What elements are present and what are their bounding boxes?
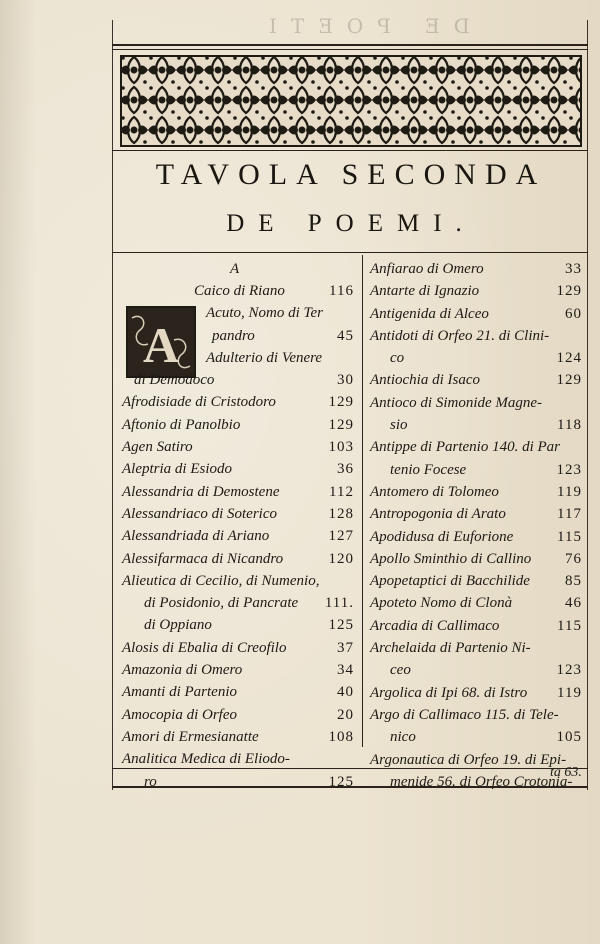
- index-entry: [122, 503, 354, 525]
- entry-title: tenio Focese: [390, 461, 467, 478]
- index-entry: [122, 325, 354, 347]
- entry-page-number: 128: [328, 505, 354, 522]
- entry-title: Afrodisiade di Cristodoro: [122, 394, 276, 411]
- entry-page-number: 125: [328, 773, 354, 790]
- entry-page-number: 123: [556, 461, 582, 478]
- headpiece-rule: [112, 150, 588, 151]
- bottom-rule-thick: [112, 786, 588, 788]
- index-entry: [370, 503, 582, 525]
- entry-page-number: 118: [557, 417, 582, 434]
- column-divider: [362, 255, 363, 747]
- entry-title: Antidoti di Orfeo 21. di Clini-: [370, 327, 550, 344]
- index-entry: [370, 682, 582, 704]
- top-rule: [112, 44, 588, 46]
- entry-page-number: 46: [565, 595, 582, 612]
- entry-page-number: 119: [557, 483, 582, 500]
- table-top-rule: [112, 252, 588, 253]
- entry-title: Amocopia di Orfeo: [122, 706, 237, 723]
- entry-page-number: 108: [328, 728, 354, 745]
- index-entry: [122, 681, 354, 703]
- entry-title: Argolica di Ipi 68. di Istro: [370, 684, 528, 701]
- page-title: TAVOLA SECONDA: [155, 158, 547, 191]
- index-entry: [370, 459, 582, 481]
- index-entry: [122, 525, 354, 547]
- entry-title: Anfiarao di Omero: [370, 261, 484, 277]
- index-entry: [122, 614, 354, 636]
- index-entry: [122, 659, 354, 681]
- entry-title: Aftonio di Panolbio: [122, 416, 241, 433]
- index-entry: [370, 704, 582, 726]
- entry-page-number: 125: [328, 617, 354, 634]
- entry-page-number: 129: [328, 416, 354, 433]
- entry-page-number: 37: [337, 639, 354, 656]
- bleed-through-header: DE POETI: [255, 14, 470, 38]
- entry-page-number: 127: [328, 528, 354, 545]
- entry-page-number: 103: [328, 439, 354, 456]
- top-rule-thin: [112, 49, 588, 50]
- index-entry: [370, 280, 582, 302]
- entry-title: Apollo Sminthio di Callino: [370, 550, 532, 567]
- section-letter: A: [230, 261, 240, 277]
- entry-page-number: 33: [565, 261, 582, 277]
- entry-title: Alessandriaco di Soterico: [122, 505, 277, 522]
- entry-page-number: 40: [337, 684, 354, 701]
- entry-title: Archelaida di Partenio Ni-: [370, 640, 531, 657]
- index-entry: [122, 302, 354, 324]
- index-entry: [370, 548, 582, 570]
- entry-title: di Oppiano: [144, 617, 212, 634]
- index-entry: [370, 659, 582, 681]
- entry-title: menide 56. di Orfeo Crotonia-: [390, 773, 573, 790]
- index-entry: [122, 414, 354, 436]
- entry-page-number: 45: [337, 327, 354, 344]
- entry-title: Acuto, Nomo di Ter: [206, 305, 323, 322]
- entry-title: Amazonia di Omero: [122, 662, 243, 679]
- entry-page-number: 36: [337, 461, 354, 478]
- index-entry: [122, 726, 354, 748]
- entry-page-number: 120: [328, 550, 354, 567]
- index-entry: [370, 481, 582, 503]
- index-entry: [122, 436, 354, 458]
- entry-title: ceo: [390, 662, 411, 679]
- index-entry: [122, 771, 354, 793]
- entry-page-number: 105: [556, 729, 582, 746]
- svg-text:A: A: [142, 317, 180, 373]
- entry-page-number: 112: [329, 483, 354, 500]
- index-entry: [122, 458, 354, 480]
- entry-page-number: 129: [556, 372, 582, 389]
- entry-page-number: 76: [565, 550, 582, 567]
- entry-page-number: 34: [337, 662, 354, 679]
- entry-title: sio: [390, 417, 408, 434]
- entry-title: co: [390, 350, 405, 367]
- entry-title: Antigenida di Alceo: [370, 305, 489, 322]
- index-entry: [370, 570, 582, 592]
- entry-page-number: 20: [337, 706, 354, 723]
- right-index-column: [370, 258, 582, 793]
- entry-title: Apodidusa di Euforione: [370, 528, 514, 545]
- entry-title: di Posidonio, di Pancrate: [144, 595, 299, 612]
- index-entry: [370, 325, 582, 347]
- entry-title: Agen Satiro: [122, 439, 193, 456]
- entry-title: Caico di Riano: [194, 283, 285, 299]
- index-entry: [370, 347, 582, 369]
- entry-page-number: 30: [337, 372, 354, 389]
- entry-page-number: 129: [556, 283, 582, 300]
- entry-title: Alosis di Ebalia di Creofilo: [122, 639, 287, 656]
- entry-title: Adulterio di Venere: [206, 349, 323, 366]
- entry-page-number: 115: [557, 528, 582, 545]
- entry-title: Apopetaptici di Bacchilide: [370, 573, 530, 590]
- decorative-headpiece: [120, 55, 582, 147]
- index-entry: [122, 481, 354, 503]
- index-entry: [122, 369, 354, 391]
- index-entry: [370, 303, 582, 325]
- entry-page-number: 117: [557, 506, 582, 523]
- entry-page-number: 129: [328, 394, 354, 411]
- index-entry: [370, 637, 582, 659]
- entry-page-number: 85: [565, 573, 582, 590]
- index-entry: [122, 280, 354, 302]
- entry-title: di Demodoco: [134, 372, 215, 389]
- index-entry: [370, 258, 582, 280]
- index-entry: [370, 392, 582, 414]
- left-index-column: [122, 258, 354, 793]
- entry-title: Amanti di Partenio: [122, 684, 237, 701]
- entry-page-number: 115: [557, 617, 582, 634]
- entry-title: Arcadia di Callimaco: [370, 617, 500, 634]
- entry-title: Antomero di Tolomeo: [370, 483, 499, 500]
- entry-title: Antropogonia di Arato: [370, 506, 506, 523]
- index-entry: [122, 391, 354, 413]
- entry-title: Antippe di Partenio 140. di Par: [370, 439, 560, 456]
- index-entry: [370, 414, 582, 436]
- entry-title: Alessandria di Demostene: [122, 483, 280, 500]
- index-entry: [122, 570, 354, 592]
- index-entry: [370, 592, 582, 614]
- entry-title: ro: [144, 773, 157, 790]
- entry-title: Antioco di Simonide Magne-: [370, 394, 543, 411]
- catchword: ta 63.: [550, 765, 582, 780]
- index-entry: [370, 526, 582, 548]
- index-entry: [370, 369, 582, 391]
- index-entry: [370, 436, 582, 458]
- entry-title: Analitica Medica di Eliodo-: [122, 751, 290, 768]
- entry-title: Alieutica di Cecilio, di Numenio,: [122, 572, 320, 589]
- entry-title: Alessifarmaca di Nicandro: [122, 550, 284, 567]
- entry-title: Alessandriada di Ariano: [122, 528, 270, 545]
- entry-title: Argonautica di Orfeo 19. di Epi-: [370, 751, 567, 768]
- index-entry: [122, 592, 354, 614]
- entry-page-number: 111.: [324, 595, 354, 612]
- entry-title: nico: [390, 729, 416, 746]
- entry-title: Antarte di Ignazio: [370, 283, 480, 300]
- index-entry: [122, 704, 354, 726]
- index-entry: [122, 347, 354, 369]
- entry-title: Aleptria di Esiodo: [122, 461, 232, 478]
- page-subtitle: DE POEMI.: [226, 210, 476, 237]
- index-entry: [370, 726, 582, 748]
- bottom-rule: [112, 768, 588, 769]
- entry-page-number: 60: [565, 305, 582, 322]
- entry-page-number: 124: [556, 350, 582, 367]
- entry-page-number: 119: [557, 684, 582, 701]
- entry-title: Apoteto Nomo di Clonà: [370, 595, 513, 612]
- entry-title: pandro: [212, 327, 255, 344]
- entry-page-number: 116: [329, 283, 354, 299]
- entry-title: Amori di Ermesianatte: [122, 728, 259, 745]
- index-entry: [122, 548, 354, 570]
- index-entry: [122, 637, 354, 659]
- entry-page-number: 123: [556, 662, 582, 679]
- entry-title: Antiochia di Isaco: [370, 372, 480, 389]
- entry-title: Argo di Callimaco 115. di Tele-: [370, 706, 559, 723]
- index-entry: [370, 615, 582, 637]
